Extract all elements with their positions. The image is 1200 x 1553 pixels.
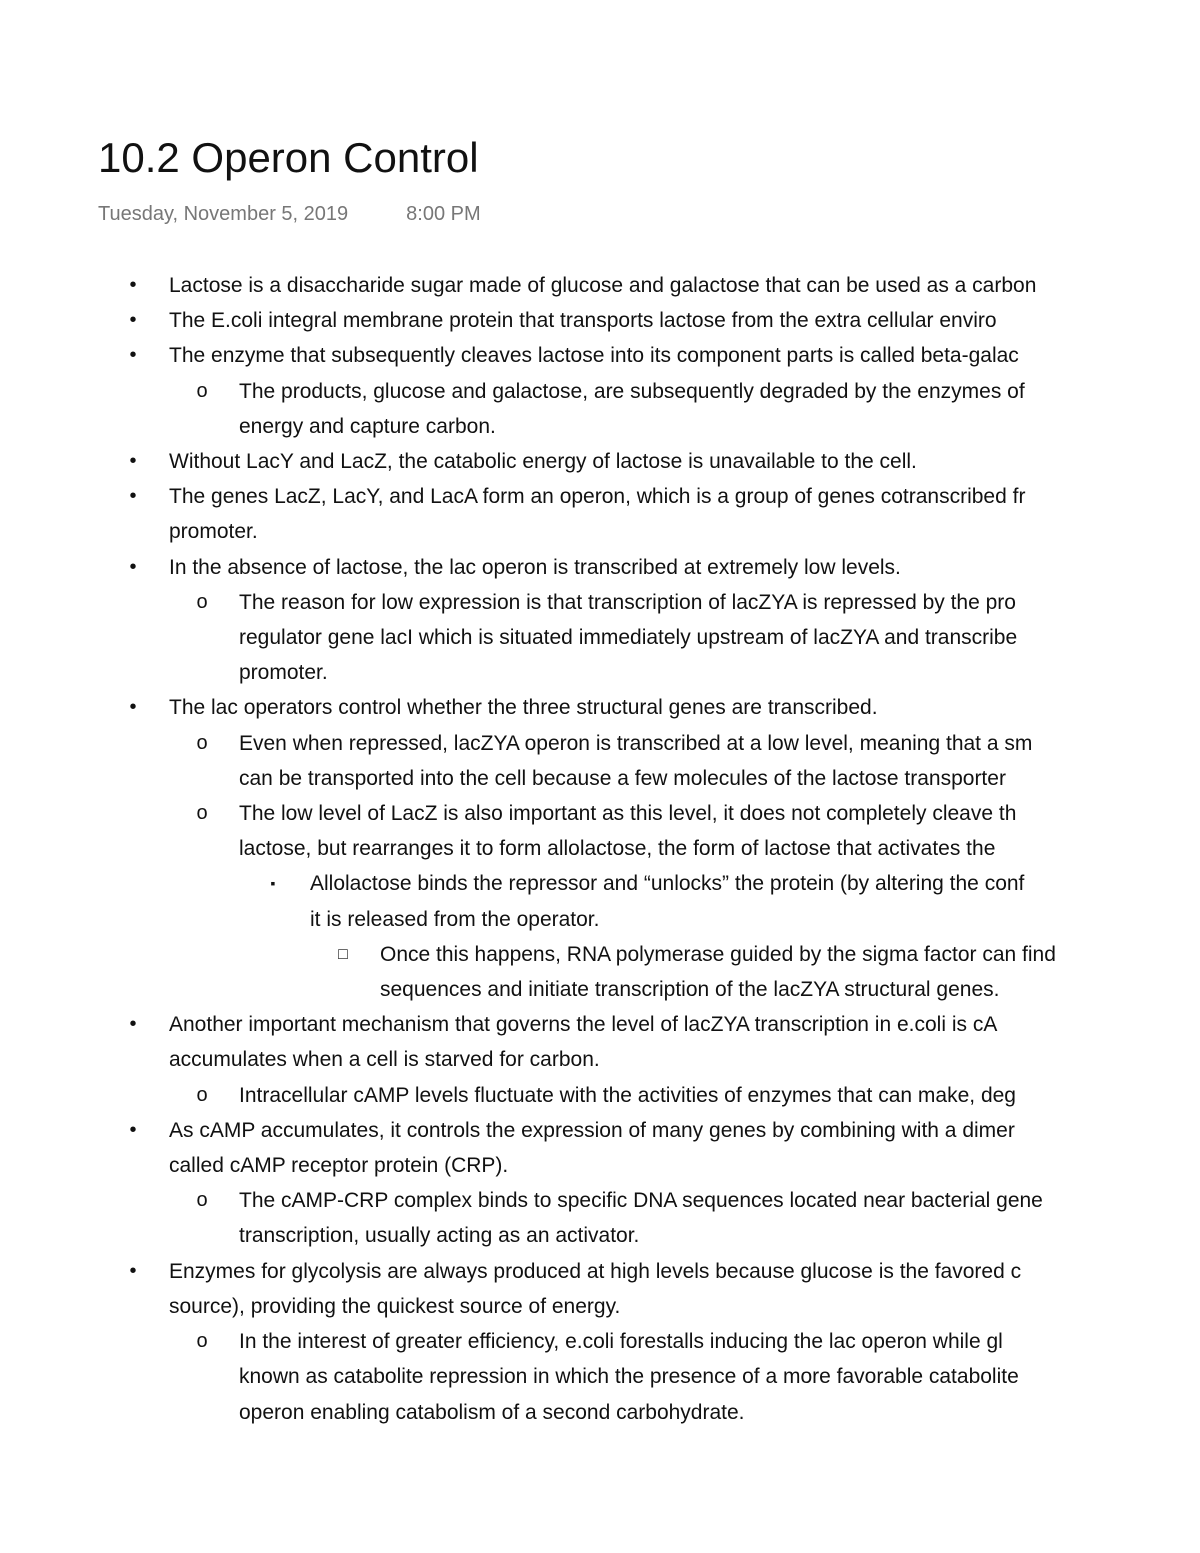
note-date: Tuesday, November 5, 2019 <box>98 203 349 225</box>
bullet-marker: ▪ <box>270 875 276 892</box>
list-item-text: The E.coli integral membrane protein that transports lactose from the extra cellular enviro <box>169 309 997 333</box>
list-item <box>0 479 1200 549</box>
list-item-text: lactose, but rearranges it to form allolactose, the form of lactose that activates the <box>239 837 996 861</box>
list-item <box>0 796 1200 866</box>
bullet-marker: • <box>129 309 137 332</box>
list-item-text: it is released from the operator. <box>310 907 600 931</box>
bullet-marker: • <box>129 485 137 508</box>
list-item-text: The low level of LacZ is also important as this level, it does not completely cleave th <box>239 802 1017 826</box>
list-item <box>0 1183 1200 1253</box>
list-item-text: The cAMP-CRP complex binds to specific DNA sequences located near bacterial gene <box>239 1189 1043 1213</box>
list-item-text: Enzymes for glycolysis are always produced at high levels because glucose is the favored c <box>169 1259 1022 1283</box>
bullet-marker: • <box>129 555 137 578</box>
list-item <box>0 726 1200 796</box>
bullet-marker: • <box>129 1259 137 1282</box>
bullet-marker: o <box>196 379 208 402</box>
list-item-text: Intracellular cAMP levels fluctuate with the activities of enzymes that can make, deg <box>239 1083 1016 1107</box>
list-item-text: Once this happens, RNA polymerase guided by the sigma factor can find <box>380 942 1056 966</box>
list-item <box>0 338 1200 373</box>
note-timestamp <box>98 199 481 229</box>
list-item-text: sequences and initiate transcription of the lacZYA structural genes. <box>380 978 1000 1002</box>
list-item-text: The reason for low expression is that transcription of lacZYA is repressed by the pro <box>239 590 1016 614</box>
list-item-text: energy and capture carbon. <box>239 414 496 438</box>
bullet-marker: □ <box>338 945 348 963</box>
bullet-marker: • <box>129 696 137 719</box>
list-item-text: The genes LacZ, LacY, and LacA form an operon, which is a group of genes cotranscribed fr <box>169 485 1026 509</box>
list-item-text: can be transported into the cell because a few molecules of the lactose transporter <box>239 766 1006 790</box>
list-item <box>0 1007 1200 1077</box>
bullet-marker: o <box>196 1083 208 1106</box>
bullet-marker: • <box>129 344 137 367</box>
bullet-marker: o <box>196 1189 208 1212</box>
list-item-text: Allolactose binds the repressor and “unlocks” the protein (by altering the conf <box>310 872 1025 896</box>
list-item-text: called cAMP receptor protein (CRP). <box>169 1154 509 1178</box>
list-item <box>0 1324 1200 1430</box>
list-item-text: source), providing the quickest source of energy. <box>169 1294 621 1318</box>
list-item <box>0 268 1200 303</box>
list-item-text: The products, glucose and galactose, are subsequently degraded by the enzymes of <box>239 379 1025 403</box>
list-item-text: accumulates when a cell is starved for carbon. <box>169 1048 600 1072</box>
list-item-text: As cAMP accumulates, it controls the expression of many genes by combining with a dimer <box>169 1118 1015 1142</box>
page-title: 10.2 Operon Control <box>98 134 479 181</box>
bullet-marker: • <box>129 1118 137 1141</box>
note-body <box>0 268 1200 1438</box>
bullet-marker: o <box>196 590 208 613</box>
bullet-marker: • <box>129 274 137 296</box>
list-item <box>0 550 1200 585</box>
list-item <box>0 690 1200 725</box>
list-item-text: In the absence of lactose, the lac operon is transcribed at extremely low levels. <box>169 555 901 579</box>
list-item <box>0 937 1200 1007</box>
list-item-text: The enzyme that subsequently cleaves lactose into its component parts is called beta-galac <box>169 344 1019 368</box>
list-item-text: transcription, usually acting as an activator. <box>239 1224 640 1248</box>
list-item-text: operon enabling catabolism of a second carbohydrate. <box>239 1400 745 1424</box>
bullet-marker: o <box>196 1330 208 1353</box>
list-item-text: The lac operators control whether the three structural genes are transcribed. <box>169 696 878 720</box>
note-time: 8:00 PM <box>406 203 481 225</box>
list-item-text: regulator gene lacI which is situated immediately upstream of lacZYA and transcribe <box>239 626 1018 650</box>
list-item <box>0 1078 1200 1113</box>
bullet-marker: o <box>196 731 208 754</box>
list-item <box>0 303 1200 338</box>
bullet-marker: o <box>196 802 208 825</box>
list-item-text: Lactose is a disaccharide sugar made of glucose and galactose that can be used as a carbon <box>169 274 1037 297</box>
list-item <box>0 1113 1200 1183</box>
list-item <box>0 866 1200 936</box>
list-item <box>0 374 1200 444</box>
list-item <box>0 585 1200 691</box>
list-item-text: Even when repressed, lacZYA operon is transcribed at a low level, meaning that a sm <box>239 731 1033 755</box>
list-item <box>0 1254 1200 1324</box>
list-item <box>0 444 1200 479</box>
list-item-text: In the interest of greater efficiency, e.coli forestalls inducing the lac operon while gl <box>239 1330 1003 1354</box>
bullet-marker: • <box>129 450 137 473</box>
bullet-marker: • <box>129 1013 137 1036</box>
list-item-text: known as catabolite repression in which the presence of a more favorable catabolite <box>239 1365 1019 1389</box>
list-item-text: Without LacY and LacZ, the catabolic energy of lactose is unavailable to the cell. <box>169 450 917 474</box>
list-item-text: promoter. <box>169 520 258 544</box>
list-item-text: promoter. <box>239 661 328 685</box>
list-item-text: Another important mechanism that governs the level of lacZYA transcription in e.coli is cA <box>169 1013 998 1037</box>
